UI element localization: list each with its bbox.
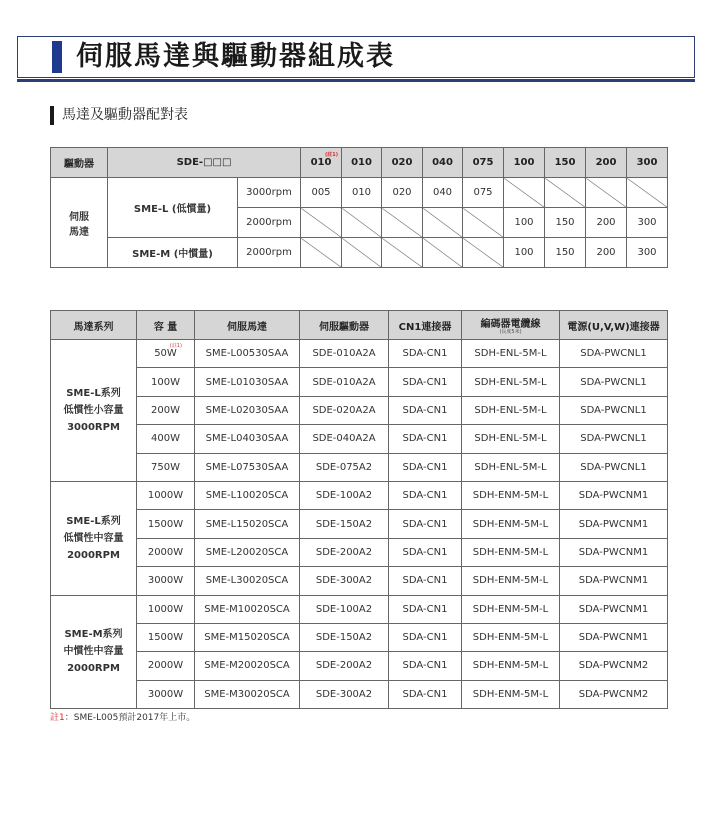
encoder-cable-cell: SDH-ENL-5M-L [462, 340, 560, 368]
combination-row [51, 453, 668, 481]
capacity-cell: 1500W [137, 623, 195, 651]
motor-series-cell: SME-L (低慣量) [108, 178, 238, 238]
combination-row [51, 680, 668, 708]
section-accent-bar [50, 106, 54, 125]
pairing-header-row [51, 148, 668, 178]
series-group-label: 2000RPM [67, 549, 120, 561]
encoder-cable-cell: SDH-ENL-5M-L [462, 425, 560, 453]
driver-model-cell: SDE-300A2 [300, 567, 389, 595]
pairing-row [51, 178, 668, 208]
cn1-cell: SDA-CN1 [389, 396, 462, 424]
encoder-cable-cell: SDH-ENM-5M-L [462, 680, 560, 708]
combination-row [51, 652, 668, 680]
power-connector-cell: SDA-PWCNL1 [560, 453, 668, 481]
motor-model-cell: SME-M15020SCA [195, 623, 300, 651]
combination-row [51, 567, 668, 595]
pair-cell: 040 [423, 178, 463, 208]
motor-model-cell: SME-L07530SAA [195, 453, 300, 481]
pair-cell-empty [504, 178, 545, 208]
pair-cell: 300 [627, 238, 668, 268]
cn1-cell: SDA-CN1 [389, 680, 462, 708]
series-group-label: 中慣性中容量 [63, 646, 124, 658]
pair-cell: 100 [504, 208, 545, 238]
note-mark: (註1) [169, 343, 182, 349]
driver-model-cell: SDE-100A2 [300, 595, 389, 623]
cn1-cell: SDA-CN1 [389, 567, 462, 595]
encoder-cable-cell: SDH-ENM-5M-L [462, 510, 560, 538]
pair-cell-empty [545, 178, 586, 208]
capacity-cell: 200W [137, 396, 195, 424]
cn1-cell: SDA-CN1 [389, 425, 462, 453]
rpm-cell: 2000rpm [238, 208, 301, 238]
combination-row [51, 425, 668, 453]
encoder-cable-cell: SDH-ENM-5M-L [462, 567, 560, 595]
driver-code-cell: 010 [342, 148, 382, 178]
header-driver: 伺服驅動器 [300, 311, 389, 340]
power-connector-cell: SDA-PWCNL1 [560, 340, 668, 368]
pair-cell-empty [301, 238, 342, 268]
capacity-cell: 100W [137, 368, 195, 396]
power-connector-cell: SDA-PWCNM1 [560, 538, 668, 566]
driver-model-cell: SDE-300A2 [300, 680, 389, 708]
pair-cell-empty [423, 238, 463, 268]
series-group-cell [51, 595, 137, 709]
combination-row [51, 595, 668, 623]
cn1-cell: SDA-CN1 [389, 481, 462, 509]
combination-row [51, 481, 668, 509]
series-group-label: 低慣性小容量 [63, 404, 124, 416]
pair-cell-empty [627, 178, 668, 208]
motor-model-cell: SME-L00530SAA [195, 340, 300, 368]
pair-cell: 200 [586, 238, 627, 268]
cn1-cell: SDA-CN1 [389, 652, 462, 680]
capacity-cell: 750W [137, 453, 195, 481]
cn1-cell: SDA-CN1 [389, 340, 462, 368]
combination-header-row [51, 311, 668, 340]
combination-row [51, 396, 668, 424]
encoder-cable-cell: SDH-ENM-5M-L [462, 623, 560, 651]
driver-code-cell: 100 [504, 148, 545, 178]
driver-model-cell: SDE-010A2A [300, 368, 389, 396]
series-group-cell [51, 481, 137, 595]
pair-cell: 020 [382, 178, 423, 208]
motor-model-cell: SME-L20020SCA [195, 538, 300, 566]
driver-label-cell: 驅動器 [51, 148, 108, 178]
motor-model-cell: SME-M10020SCA [195, 595, 300, 623]
pair-cell-empty [463, 238, 504, 268]
header-capacity: 容 量 [137, 311, 195, 340]
pair-cell: 300 [627, 208, 668, 238]
title-accent-bar [52, 41, 62, 73]
footnote [50, 712, 195, 724]
pair-cell: 010 [342, 178, 382, 208]
header-series: 馬達系列 [51, 311, 137, 340]
driver-code-cell: 020 [382, 148, 423, 178]
motor-model-cell: SME-L10020SCA [195, 481, 300, 509]
power-connector-cell: SDA-PWCNM1 [560, 510, 668, 538]
pair-cell-empty [423, 208, 463, 238]
combination-table [50, 310, 668, 709]
cn1-cell: SDA-CN1 [389, 595, 462, 623]
header-motor: 伺服馬達 [195, 311, 300, 340]
capacity-cell: 50W (註1) [137, 340, 195, 368]
power-connector-cell: SDA-PWCNM1 [560, 623, 668, 651]
series-group-label: 低慣性中容量 [63, 532, 124, 544]
pairing-row [51, 238, 668, 268]
encoder-cable-cell: SDH-ENM-5M-L [462, 595, 560, 623]
driver-model-cell: SDE-010A2A [300, 340, 389, 368]
series-group-label: SME-M系列 [64, 629, 123, 641]
pair-cell: 100 [504, 238, 545, 268]
power-connector-cell: SDA-PWCNM1 [560, 595, 668, 623]
motor-model-cell: SME-L04030SAA [195, 425, 300, 453]
encoder-cable-cell: SDH-ENM-5M-L [462, 652, 560, 680]
driver-model-cell: SDE-200A2 [300, 652, 389, 680]
power-connector-cell: SDA-PWCNL1 [560, 368, 668, 396]
pair-cell-empty [382, 208, 423, 238]
capacity-cell: 1000W [137, 481, 195, 509]
driver-model-cell: SDE-150A2 [300, 623, 389, 651]
driver-model-cell: SDE-□□□ [108, 148, 301, 178]
combination-row [51, 340, 668, 368]
pair-cell-empty [342, 208, 382, 238]
pairing-table [50, 147, 668, 268]
footnote-mark: 註1 [50, 713, 65, 723]
pair-cell-empty [463, 208, 504, 238]
driver-model-cell: SDE-040A2A [300, 425, 389, 453]
driver-code-cell: 150 [545, 148, 586, 178]
power-connector-cell: SDA-PWCNM1 [560, 567, 668, 595]
combination-body [51, 340, 668, 709]
driver-model-cell: SDE-200A2 [300, 538, 389, 566]
power-connector-cell: SDA-PWCNM2 [560, 680, 668, 708]
capacity-cell: 2000W [137, 538, 195, 566]
driver-model-cell: SDE-150A2 [300, 510, 389, 538]
footnote-text: ：SME-L005預計2017年上市。 [64, 713, 196, 723]
cn1-cell: SDA-CN1 [389, 538, 462, 566]
motor-model-cell: SME-L30020SCA [195, 567, 300, 595]
driver-model-cell: SDE-075A2 [300, 453, 389, 481]
pair-cell-empty [382, 238, 423, 268]
combination-row [51, 368, 668, 396]
series-group-cell [51, 340, 137, 482]
pair-cell: 150 [545, 238, 586, 268]
series-group-label: 3000RPM [67, 421, 120, 433]
encoder-cable-cell: SDH-ENL-5M-L [462, 368, 560, 396]
combination-row [51, 510, 668, 538]
combination-row [51, 538, 668, 566]
pair-cell-empty [586, 178, 627, 208]
driver-code-cell: 300 [627, 148, 668, 178]
driver-code-cell: 040 [423, 148, 463, 178]
capacity-cell: 400W [137, 425, 195, 453]
series-group-label: 2000RPM [67, 663, 120, 675]
capacity-cell: 2000W [137, 652, 195, 680]
capacity-cell: 3000W [137, 567, 195, 595]
motor-model-cell: SME-M30020SCA [195, 680, 300, 708]
page-title: 伺服馬達與驅動器組成表 [76, 41, 395, 72]
cn1-cell: SDA-CN1 [389, 368, 462, 396]
encoder-cable-cell: SDH-ENL-5M-L [462, 453, 560, 481]
page-title-box [17, 36, 695, 78]
combination-row [51, 623, 668, 651]
cn1-cell: SDA-CN1 [389, 623, 462, 651]
motor-model-cell: SME-L02030SAA [195, 396, 300, 424]
power-connector-cell: SDA-PWCNL1 [560, 425, 668, 453]
capacity-cell: 1500W [137, 510, 195, 538]
header-encoder-sub: (長度5米) [499, 329, 522, 335]
capacity-cell: 1000W [137, 595, 195, 623]
motor-label-cell: 伺服馬達 [51, 178, 108, 268]
pair-cell-empty [301, 208, 342, 238]
pair-cell: 005 [301, 178, 342, 208]
power-connector-cell: SDA-PWCNL1 [560, 396, 668, 424]
pair-cell: 075 [463, 178, 504, 208]
pair-cell: 150 [545, 208, 586, 238]
series-group-label: SME-L系列 [66, 387, 121, 399]
rpm-cell: 2000rpm [238, 238, 301, 268]
motor-model-cell: SME-L15020SCA [195, 510, 300, 538]
capacity-cell: 3000W [137, 680, 195, 708]
cn1-cell: SDA-CN1 [389, 510, 462, 538]
header-encoder: 編碼器電纜線 (長度5米) [462, 311, 560, 340]
encoder-cable-cell: SDH-ENM-5M-L [462, 481, 560, 509]
power-connector-cell: SDA-PWCNM1 [560, 481, 668, 509]
pair-cell-empty [342, 238, 382, 268]
power-connector-cell: SDA-PWCNM2 [560, 652, 668, 680]
motor-series-cell: SME-M (中慣量) [108, 238, 238, 268]
header-cn1: CN1連接器 [389, 311, 462, 340]
pair-cell: 200 [586, 208, 627, 238]
driver-model-cell: SDE-100A2 [300, 481, 389, 509]
header-power: 電源(U,V,W)連接器 [560, 311, 668, 340]
cn1-cell: SDA-CN1 [389, 453, 462, 481]
driver-code-cell: 010 (註1) [301, 148, 342, 178]
encoder-cable-cell: SDH-ENM-5M-L [462, 538, 560, 566]
motor-model-cell: SME-M20020SCA [195, 652, 300, 680]
encoder-cable-cell: SDH-ENL-5M-L [462, 396, 560, 424]
motor-model-cell: SME-L01030SAA [195, 368, 300, 396]
driver-code-cell: 075 [463, 148, 504, 178]
series-group-label: SME-L系列 [66, 515, 121, 527]
driver-code-cell: 200 [586, 148, 627, 178]
driver-model-cell: SDE-020A2A [300, 396, 389, 424]
section-title: 馬達及驅動器配對表 [62, 107, 188, 123]
note-mark: (註1) [324, 152, 338, 158]
rpm-cell: 3000rpm [238, 178, 301, 208]
